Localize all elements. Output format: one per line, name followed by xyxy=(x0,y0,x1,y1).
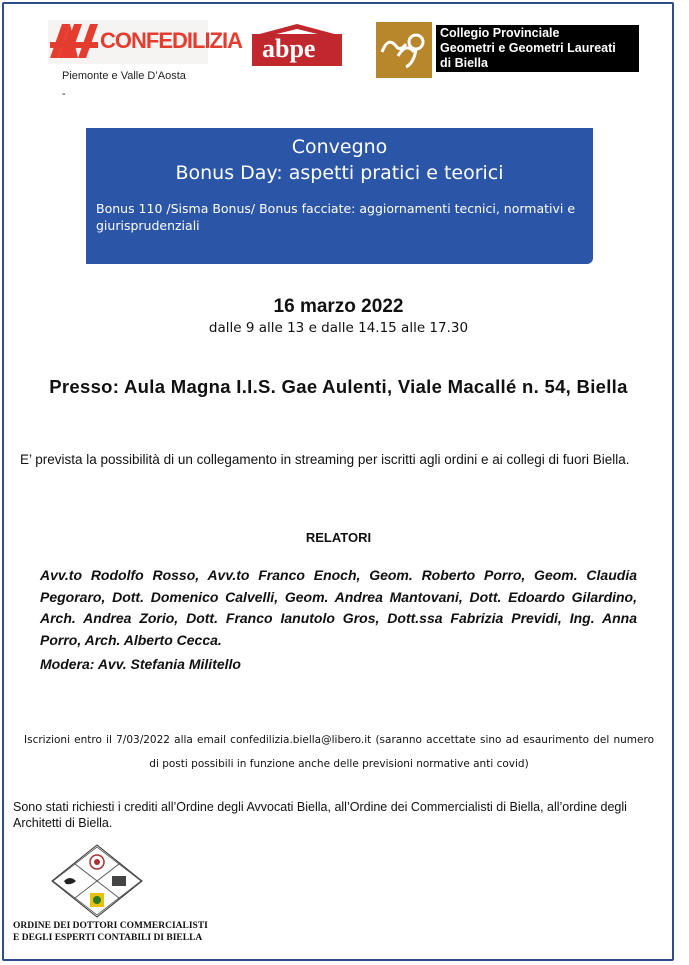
collegio-name xyxy=(436,25,639,72)
banner-title-convegno: Convegno xyxy=(291,136,388,158)
collegio-geometri-logo xyxy=(376,22,631,78)
confedilizia-logo xyxy=(48,20,242,64)
event-time: dalle 9 alle 13 e dalle 14.15 alle 17.30 xyxy=(208,320,469,336)
banner-subtitle: Bonus 110 /Sisma Bonus/ Bonus facciate: aggiornamenti tecnici, normativi e giurisprudenziali xyxy=(96,201,576,233)
confedilizia-region: Piemonte e Valle D’Aosta xyxy=(62,70,186,82)
abpe-brand: abpe xyxy=(262,34,316,63)
confedilizia-brand: CONFEDILIZIA xyxy=(100,28,242,53)
odc-diamond-icon xyxy=(50,843,144,919)
relatori-list: Avv.to Rodolfo Rosso, Avv.to Franco Enoch, Geom. Roberto Porro, Geom. Claudia Pegoraro, Dott. Domenico Calvelli, Geom. Andrea Mantovani, Dott. Edoardo Gilardino, Arch. Andrea Zorio, Dott. Franco Ianutolo Gros, Dott.ssa Fabrizia Previdi, Ing. Anna Porro, Arch. Alberto Cecca. xyxy=(40,567,637,648)
relatori-heading: RELATORI xyxy=(305,530,372,545)
banner-title-bonus-day: Bonus Day: aspetti pratici e teorici xyxy=(175,162,504,184)
confedilizia-dash: - xyxy=(62,88,66,100)
event-venue: Presso: Aula Magna I.I.S. Gae Aulenti, Viale Macallé n. 54, Biella xyxy=(49,376,628,397)
credits-note: Sono stati richiesti i crediti all’Ordine degli Avvocati Biella, all’Ordine dei Commercialisti di Biella, all’ordine degli Architetti di Biella. xyxy=(13,800,627,830)
event-date: 16 marzo 2022 xyxy=(273,296,404,317)
collegio-monogram-icon xyxy=(376,22,432,78)
event-banner xyxy=(86,128,593,264)
odc-line-2: E DEGLI ESPERTI CONTABILI DI BIELLA xyxy=(13,933,203,943)
registration-info: Iscrizioni entro il 7/03/2022 alla email confedilizia.biella@libero.it (saranno accettate sino ad esaurimento del numero di posti possibili in funzione anche delle previsioni normative anti covid) xyxy=(24,734,654,770)
abpe-logo xyxy=(252,24,342,66)
collegio-line-1: Collegio Provinciale xyxy=(440,26,560,40)
moderator: Modera: Avv. Stefania Militello xyxy=(40,656,241,672)
odc-emblem xyxy=(50,843,144,919)
odc-name xyxy=(13,920,208,944)
collegio-line-3: di Biella xyxy=(440,56,488,70)
collegio-mark xyxy=(376,22,432,78)
streaming-note: E’ prevista la possibilità di un collegamento in streaming per iscritti agli ordini e ai collegi di fuori Biella. xyxy=(20,452,630,467)
odc-line-1: ORDINE DEI DOTTORI COMMERCIALISTI xyxy=(13,921,208,931)
collegio-line-2: Geometri e Geometri Laureati xyxy=(440,41,616,55)
